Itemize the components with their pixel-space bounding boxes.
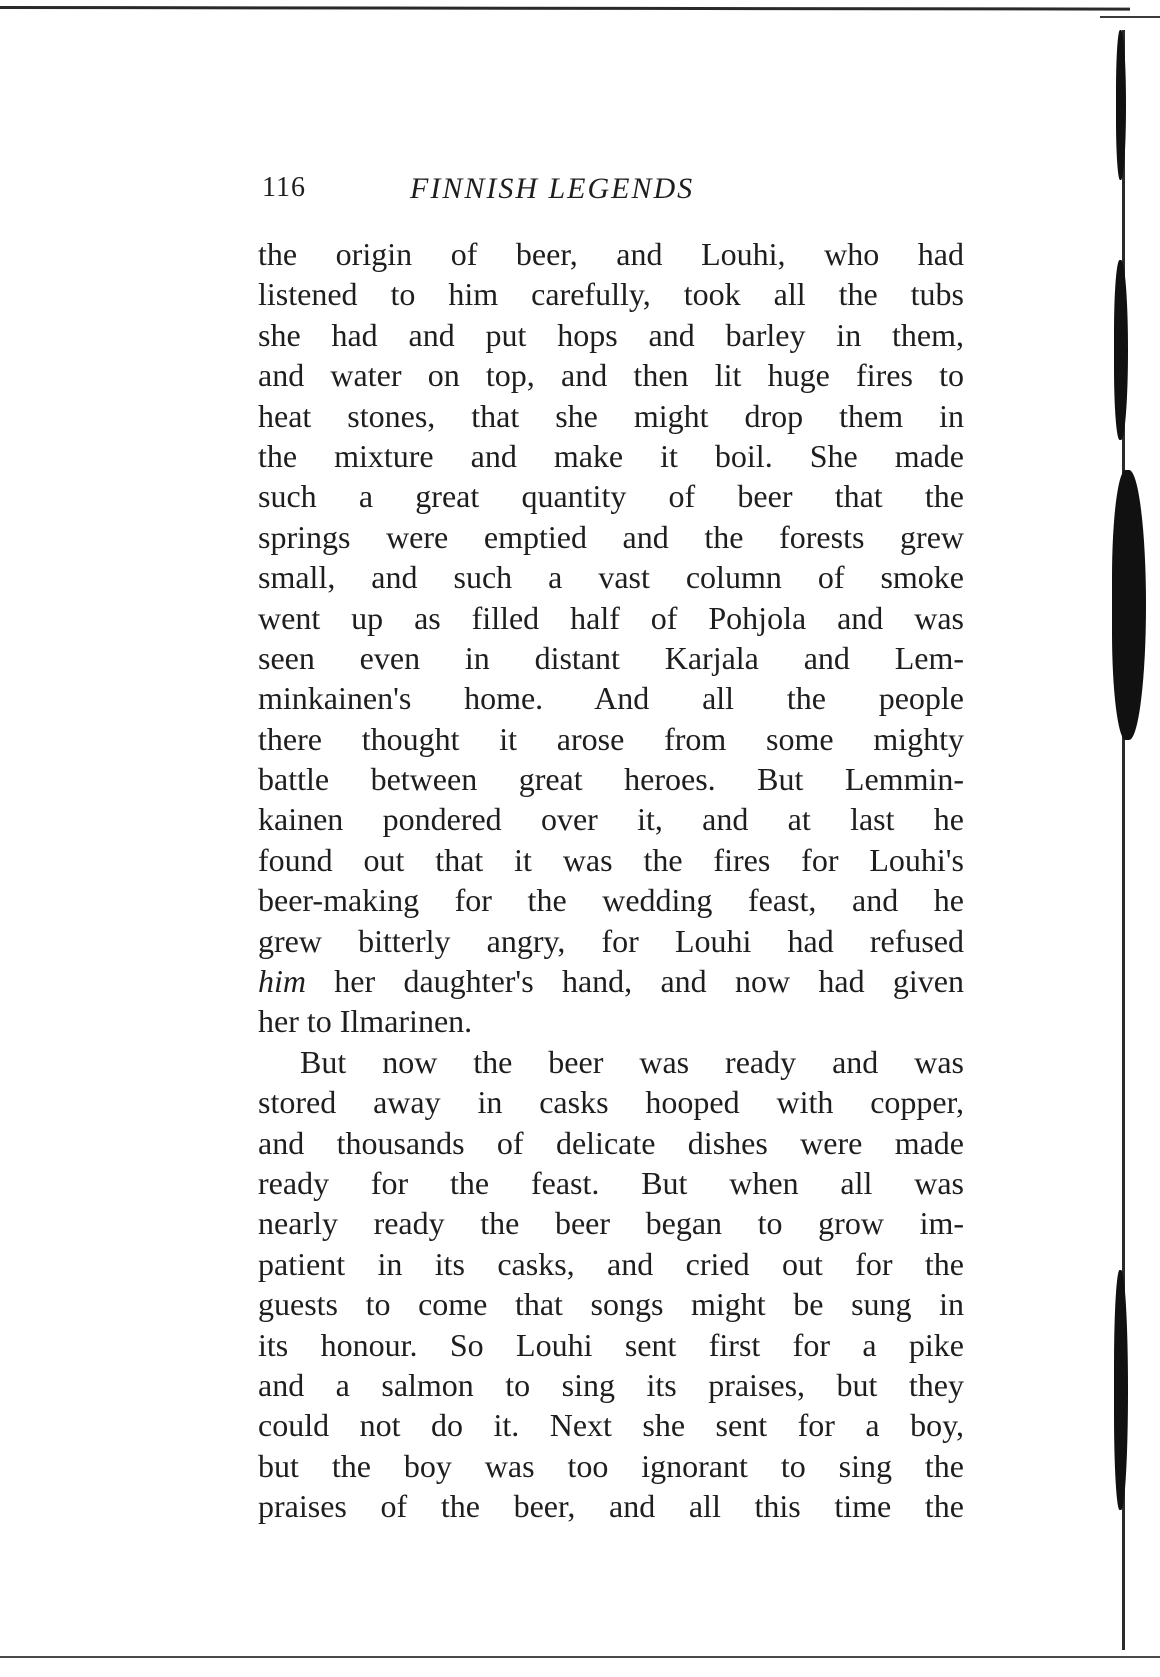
text-line: small, and such a vast column of smoke [258, 559, 964, 596]
binding-blot [1112, 470, 1146, 740]
page-edge-top [0, 6, 1130, 11]
text-line: its honour. So Louhi sent first for a pike [258, 1326, 964, 1363]
text-line: and thousands of delicate dishes were made [258, 1124, 964, 1161]
text-line: stored away in casks hooped with copper, [258, 1084, 964, 1121]
text-line: seen even in distant Karjala and Lem- [258, 639, 964, 676]
paragraph-last-line: her to Ilmarinen. [258, 1003, 473, 1040]
running-head [262, 172, 782, 212]
text-line: found out that it was the fires for Louhi's [258, 841, 964, 878]
binding-shadow [1110, 30, 1160, 1650]
text-line: the origin of beer, and Louhi, who had [258, 236, 964, 272]
text-line: the mixture and make it boil. She made [258, 437, 964, 474]
text-line: grew bitterly angry, for Louhi had refused [258, 922, 964, 959]
text-line: could not do it. Next she sent for a boy, [258, 1407, 964, 1444]
text-line: minkainen's home. And all the people [258, 680, 964, 717]
text-line: nearly ready the beer began to grow im- [258, 1205, 964, 1242]
binding-blot [1114, 1270, 1128, 1510]
emphasis-word: him [258, 963, 306, 1000]
text-line: there thought it arose from some mighty [258, 720, 964, 757]
text-line: and a salmon to sing its praises, but they [258, 1366, 964, 1403]
text-line: kainen pondered over it, and at last he [258, 801, 964, 838]
running-title: FINNISH LEGENDS [410, 172, 695, 205]
page-edge-top-right [1100, 16, 1160, 18]
text-line: springs were emptied and the forests grew [258, 518, 964, 555]
text-line: heat stones, that she might drop them in [258, 397, 964, 434]
paragraph-first-line: But now the beer was ready and was [300, 1043, 964, 1080]
text-line: beer-making for the wedding feast, and he [258, 882, 964, 919]
text-line: guests to come that songs might be sung in [258, 1286, 964, 1323]
text-line: such a great quantity of beer that the [258, 478, 964, 515]
text-line: but the boy was too ignorant to sing the [258, 1447, 964, 1484]
text-line: she had and put hops and barley in them, [258, 316, 964, 353]
text-line-rest: her daughter's hand, and now had given [306, 963, 964, 1000]
text-line: battle between great heroes. But Lemmin- [258, 761, 964, 798]
page-number: 116 [262, 172, 306, 203]
text-line: ready for the feast. But when all was [258, 1164, 964, 1201]
text-line: praises of the beer, and all this time the [258, 1488, 964, 1525]
page-edge-bottom [0, 1656, 1160, 1658]
binding-blot [1114, 260, 1128, 440]
text-line: patient in its casks, and cried out for the [258, 1245, 964, 1282]
text-line: listened to him carefully, took all the tubs [258, 276, 964, 313]
body-text [258, 234, 964, 1527]
text-line: went up as filled half of Pohjola and was [258, 599, 964, 636]
text-line: and water on top, and then lit huge fires to [258, 357, 964, 394]
text-line-with-emphasis [258, 961, 964, 1001]
binding-blot [1116, 30, 1126, 180]
